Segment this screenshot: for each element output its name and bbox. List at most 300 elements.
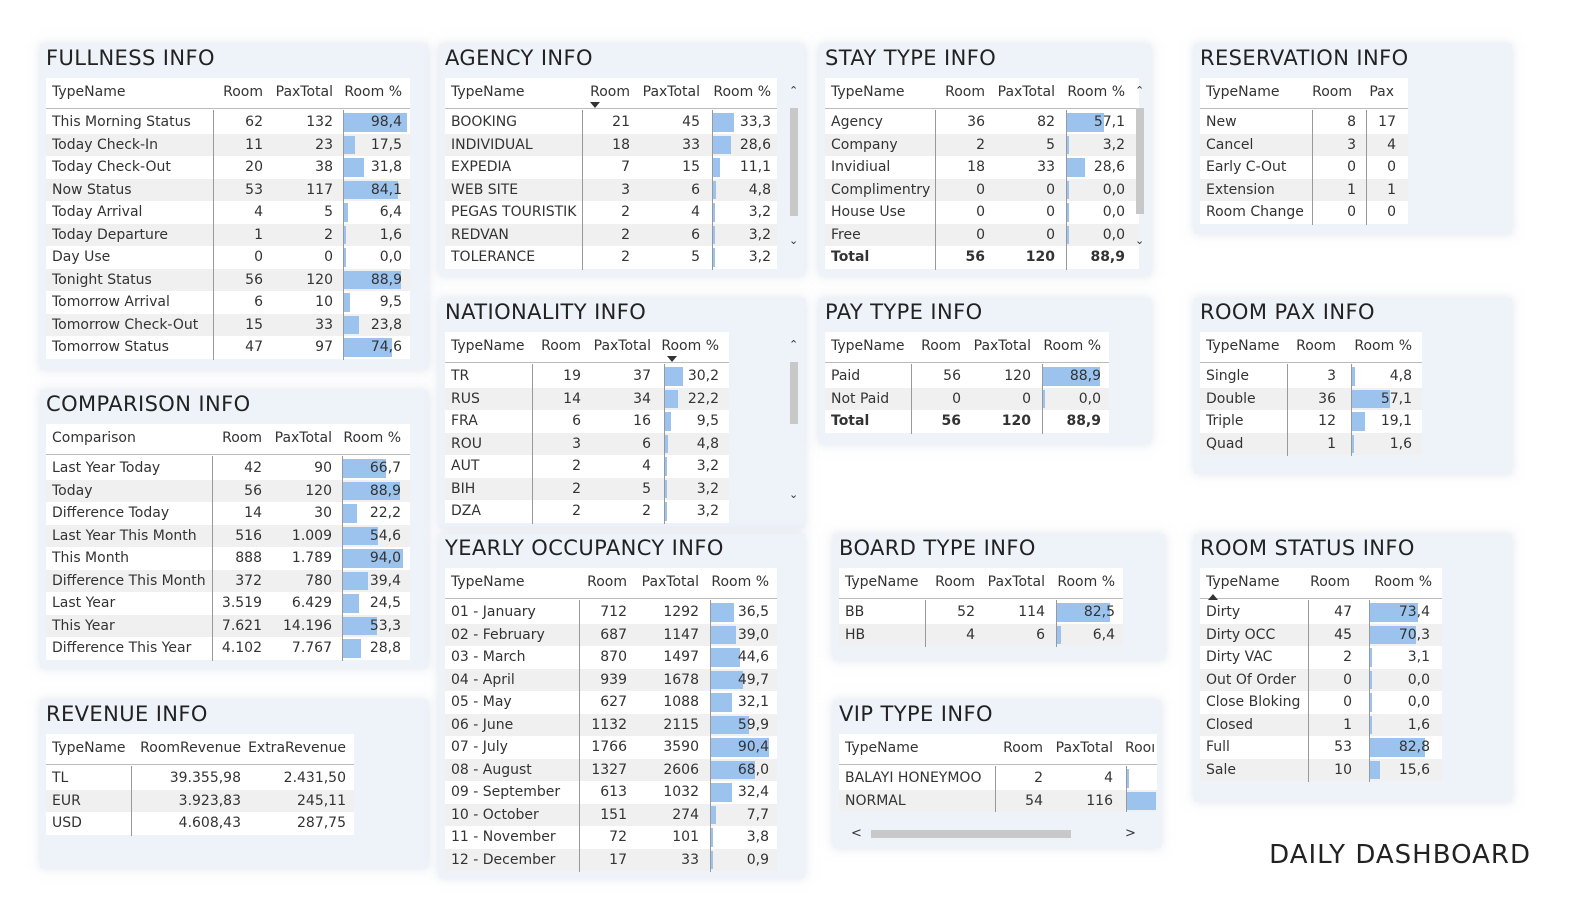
cell-room: 372 [235, 572, 262, 589]
column-divider [1351, 364, 1352, 456]
table-row[interactable] [445, 736, 777, 759]
table-row[interactable] [46, 134, 410, 157]
agency-scrollbar-thumb[interactable] [790, 108, 798, 216]
comparison-col-header[interactable]: Comparison [52, 430, 136, 446]
percent-bar [711, 783, 732, 802]
percent-value: 3,1 [1407, 649, 1430, 665]
column-divider [582, 110, 583, 270]
table-row[interactable] [46, 336, 410, 359]
table-row[interactable] [1200, 759, 1442, 782]
table-row[interactable] [46, 201, 410, 224]
fullness-col-header[interactable]: Room % [344, 84, 402, 100]
cell-name: Total [831, 413, 870, 429]
cell-pax: 5 [642, 480, 651, 497]
agency-scroll-up-icon[interactable]: ⌃ [789, 84, 799, 97]
nationality-scroll-up-icon[interactable]: ⌃ [789, 338, 799, 351]
comparison-col-header[interactable]: Room [222, 430, 262, 446]
roompax-col-header[interactable]: TypeName [1206, 338, 1280, 354]
table-row[interactable] [46, 224, 410, 247]
cell-pax: 97 [315, 339, 333, 355]
column-divider [342, 456, 343, 661]
cell-name: 11 - November [451, 829, 556, 845]
percent-bar [1043, 390, 1045, 409]
viptype-col-header[interactable]: Rooı [1125, 740, 1156, 756]
paytype-header-row [825, 332, 1109, 363]
cell-name: Difference Today [52, 505, 170, 521]
staytype-col-header[interactable]: PaxTotal [997, 84, 1055, 100]
table-row[interactable] [825, 179, 1139, 202]
percent-bar [344, 203, 348, 222]
percent-bar [1370, 761, 1380, 780]
fullness-table [46, 78, 410, 359]
table-row[interactable] [46, 525, 410, 548]
cell-name: Full [1206, 739, 1230, 755]
table-row[interactable] [825, 224, 1139, 247]
cell-room: 18 [612, 136, 630, 153]
cell-name: Tomorrow Check-Out [52, 316, 199, 333]
staytype-col-header[interactable]: Room % [1067, 84, 1125, 100]
table-row[interactable] [1200, 433, 1422, 456]
percent-value: 0,0 [1102, 204, 1125, 220]
table-row[interactable] [445, 156, 777, 179]
agency-scroll-down-icon[interactable]: ⌄ [789, 234, 799, 247]
agency-col-header[interactable]: TypeName [451, 84, 525, 100]
cell-pax: 4 [1104, 770, 1113, 786]
agency-col-header[interactable]: Room [590, 84, 630, 100]
cell-pax: 15 [682, 159, 700, 175]
table-row[interactable] [445, 388, 729, 411]
cell-room-percent [711, 714, 775, 737]
boardtype-col-header[interactable]: TypeName [845, 574, 919, 590]
table-row[interactable] [445, 111, 777, 134]
viptype-col-header[interactable]: Room [1003, 740, 1043, 756]
cell-room: 0 [952, 390, 961, 407]
staytype-col-header[interactable]: TypeName [831, 84, 905, 100]
cell-room: 2 [621, 249, 630, 265]
table-row[interactable] [46, 547, 410, 570]
cell-pax: 90 [314, 460, 332, 476]
table-row[interactable] [445, 781, 777, 804]
staytype-scroll-up-icon[interactable]: ⌃ [1135, 84, 1145, 97]
cell-room: 0 [1343, 671, 1352, 688]
table-row[interactable] [1200, 714, 1442, 737]
table-row[interactable] [445, 134, 777, 157]
column-divider [1042, 364, 1043, 434]
cell-room: 20 [245, 159, 263, 175]
fullness-col-header[interactable]: Room [223, 84, 263, 100]
board-type-title: BOARD TYPE INFO [839, 536, 1036, 560]
table-row[interactable] [445, 624, 777, 647]
nationality-col-header[interactable]: Room % [661, 338, 719, 354]
table-row[interactable] [46, 111, 410, 134]
table-row[interactable] [445, 433, 729, 456]
cell-name: This Year [52, 617, 115, 634]
nationality-scrollbar-thumb[interactable] [790, 362, 798, 424]
cell-room: 888 [235, 550, 262, 566]
table-row[interactable] [445, 759, 777, 782]
cell-pax: 120 [1025, 249, 1055, 265]
reservation-col-header[interactable]: TypeName [1206, 84, 1280, 100]
table-row[interactable] [1200, 201, 1408, 224]
table-row[interactable] [445, 691, 777, 714]
cell-room: 47 [1334, 604, 1352, 620]
staytype-scrollbar-thumb[interactable] [1136, 108, 1144, 214]
staytype-col-header[interactable]: Room [945, 84, 985, 100]
comparison-col-header[interactable]: Room % [343, 430, 401, 446]
percent-value: 68,0 [737, 761, 769, 778]
nationality-col-header[interactable]: Room [541, 338, 581, 354]
agency-col-header[interactable]: Room % [713, 84, 771, 100]
comparison-col-header[interactable]: PaxTotal [274, 430, 332, 446]
table-row[interactable] [46, 502, 410, 525]
viptype-col-header[interactable]: TypeName [845, 740, 919, 756]
table-row[interactable] [46, 637, 410, 660]
percent-bar [1370, 693, 1372, 712]
revenue-col-header[interactable]: RoomRevenue [140, 740, 241, 756]
cell-room: 0 [976, 181, 985, 198]
cell-room: 14 [563, 390, 581, 407]
table-row[interactable] [825, 111, 1139, 134]
cell-pax: 34 [633, 390, 651, 407]
table-row[interactable] [1200, 388, 1422, 411]
vip-horizontal-scrollbar-thumb[interactable] [871, 830, 1071, 838]
cell-room: 1766 [591, 739, 627, 755]
vip-type-table [839, 734, 1157, 812]
cell-room: 687 [600, 626, 627, 643]
column-divider [1287, 364, 1288, 456]
table-row[interactable] [825, 365, 1109, 388]
table-row[interactable] [46, 156, 410, 179]
table-row[interactable] [445, 365, 729, 388]
paytype-col-header[interactable]: PaxTotal [973, 338, 1031, 354]
agency-col-header[interactable]: PaxTotal [642, 84, 700, 100]
cell-room: 151 [600, 806, 627, 823]
column-divider [1056, 600, 1057, 647]
cell-name: 01 - January [451, 604, 536, 620]
percent-value: 84,1 [370, 181, 402, 198]
cell-pax: 0 [1022, 390, 1031, 407]
nationality-scroll-down-icon[interactable]: ⌄ [789, 488, 799, 501]
cell-room-percent [711, 849, 775, 872]
table-row[interactable] [46, 570, 410, 593]
table-row[interactable] [1200, 736, 1442, 759]
cell-room: 21 [612, 114, 630, 130]
column-divider [911, 364, 912, 434]
cell-room-percent [1057, 601, 1121, 624]
percent-value: 3,2 [748, 249, 771, 265]
cell-pax: 1.789 [291, 550, 332, 566]
revenue-col-header[interactable]: ExtraRevenue [248, 740, 346, 756]
cell-room-percent [711, 691, 775, 714]
table-row[interactable] [1200, 646, 1442, 669]
staytype-total-row[interactable] [825, 246, 1139, 269]
viptype-header-row [839, 734, 1157, 765]
table-row[interactable] [445, 224, 777, 247]
cell-name: Paid [831, 368, 861, 384]
cell-room: 2 [621, 204, 630, 220]
stay-type-title: STAY TYPE INFO [825, 46, 997, 70]
reservation-col-header[interactable]: Pax [1369, 84, 1394, 100]
comparison-info-title: COMPARISON INFO [46, 392, 251, 416]
nationality-info-title: NATIONALITY INFO [445, 300, 647, 324]
percent-value: 44,6 [737, 649, 769, 665]
table-row[interactable] [46, 480, 410, 503]
agency-info-title: AGENCY INFO [445, 46, 593, 70]
table-row[interactable] [1200, 179, 1408, 202]
roomstatus-col-header[interactable]: Room [1310, 574, 1350, 590]
table-row[interactable] [46, 812, 354, 835]
cell-room-percent [711, 646, 775, 669]
percent-bar [711, 851, 713, 870]
percent-value: 0,0 [1407, 671, 1430, 688]
percent-value: 15,6 [1398, 761, 1430, 778]
cell-room: 56 [965, 249, 985, 265]
table-row[interactable] [46, 179, 410, 202]
table-row[interactable] [46, 615, 410, 638]
table-row[interactable] [839, 790, 1157, 813]
yearly-col-header[interactable]: Room % [711, 574, 769, 590]
column-divider [710, 600, 711, 872]
boardtype-col-header[interactable]: Room % [1057, 574, 1115, 590]
viptype-col-header[interactable]: PaxTotal [1055, 740, 1113, 756]
nationality-header-row [445, 332, 729, 363]
cell-room: 7.621 [221, 617, 262, 634]
percent-value: 0,0 [1407, 694, 1430, 710]
yearly-col-header[interactable]: Room [587, 574, 627, 590]
table-row[interactable] [46, 269, 410, 292]
table-row[interactable] [1200, 111, 1408, 134]
table-row[interactable] [46, 291, 410, 314]
table-row[interactable] [46, 767, 354, 790]
cell-room-percent [665, 478, 725, 501]
cell-room-percent [713, 201, 777, 224]
table-row[interactable] [825, 201, 1139, 224]
table-row[interactable] [1200, 134, 1408, 157]
sort-arrow-icon[interactable] [667, 356, 677, 362]
roomstatus-col-header[interactable]: TypeName [1206, 574, 1280, 590]
cell-room: 3.923,83 [178, 792, 241, 809]
table-row[interactable] [445, 179, 777, 202]
table-row[interactable] [445, 669, 777, 692]
percent-bar [665, 367, 683, 386]
yearly-col-header[interactable]: PaxTotal [641, 574, 699, 590]
table-row[interactable] [46, 592, 410, 615]
table-row[interactable] [445, 455, 729, 478]
percent-bar [711, 806, 716, 825]
cell-room: 10 [1334, 761, 1352, 778]
cell-room-percent [343, 637, 407, 660]
cell-room-percent [711, 624, 775, 647]
cell-name: BIH [451, 480, 476, 497]
cell-pax: 6 [1036, 626, 1045, 643]
reservation-panel [1194, 44, 1512, 234]
table-row[interactable] [445, 410, 729, 433]
cell-pax: 0 [1046, 226, 1055, 243]
cell-room-percent [344, 111, 408, 134]
cell-name: Company [831, 136, 898, 153]
cell-name: Quad [1206, 435, 1244, 452]
cell-room-percent [1370, 736, 1436, 759]
percent-bar [665, 480, 667, 499]
table-row[interactable] [445, 646, 777, 669]
cell-pax: 0 [1387, 204, 1396, 220]
cell-room-percent [1067, 134, 1131, 157]
cell-room-percent [713, 134, 777, 157]
roompax-col-header[interactable]: Room [1296, 338, 1336, 354]
cell-pax: 30 [314, 505, 332, 521]
boardtype-col-header[interactable]: Room [935, 574, 975, 590]
column-divider [712, 110, 713, 270]
pay-type-title: PAY TYPE INFO [825, 300, 983, 324]
table-row[interactable] [445, 714, 777, 737]
table-row[interactable] [445, 201, 777, 224]
cell-pax: 3590 [663, 739, 699, 755]
cell-room: 0 [1343, 694, 1352, 710]
cell-name: Complimentry [831, 181, 931, 198]
cell-room-percent [713, 224, 777, 247]
paytype-total-row[interactable] [825, 410, 1109, 433]
cell-room-percent [1127, 767, 1157, 790]
boardtype-col-header[interactable]: PaxTotal [987, 574, 1045, 590]
sort-arrow-icon[interactable] [590, 102, 600, 108]
percent-value: 73,4 [1398, 604, 1430, 620]
percent-bar [665, 457, 667, 476]
boardtype-table-body [839, 599, 1123, 646]
cell-pax: 82 [1037, 114, 1055, 130]
percent-value: 30,2 [687, 368, 719, 384]
nationality-col-header[interactable]: PaxTotal [593, 338, 651, 354]
cell-room-percent [343, 502, 407, 525]
yearly-occupancy-title: YEARLY OCCUPANCY INFO [445, 536, 724, 560]
table-row[interactable] [46, 790, 354, 813]
cell-name: Closed [1206, 716, 1254, 733]
table-row[interactable] [445, 478, 729, 501]
vip-scroll-left-icon[interactable]: < [851, 826, 862, 841]
cell-pax: 5 [691, 249, 700, 265]
comparison-table [46, 424, 410, 660]
cell-room-percent [344, 156, 408, 179]
cell-room: 4.608,43 [178, 815, 241, 831]
paytype-col-header[interactable]: Room % [1043, 338, 1101, 354]
cell-name: New [1206, 114, 1237, 130]
table-row[interactable] [839, 624, 1123, 647]
revenue-header-row [46, 734, 354, 765]
cell-room-percent [1370, 691, 1436, 714]
cell-room-percent [1067, 156, 1131, 179]
percent-bar [344, 316, 359, 335]
percent-value: 0,0 [1102, 226, 1125, 243]
table-row[interactable] [445, 826, 777, 849]
table-row[interactable] [445, 601, 777, 624]
table-row[interactable] [1200, 410, 1422, 433]
cell-room-percent [665, 500, 725, 523]
cell-room-percent [344, 134, 408, 157]
stay-type-panel [819, 44, 1151, 276]
table-row[interactable] [46, 457, 410, 480]
roomstatus-col-header[interactable]: Room % [1374, 574, 1432, 590]
percent-value: 70,3 [1398, 626, 1430, 643]
cell-pax: 4 [1387, 136, 1396, 153]
table-row[interactable] [839, 767, 1157, 790]
fullness-col-header[interactable]: PaxTotal [275, 84, 333, 100]
cell-name: Dirty [1206, 604, 1241, 620]
cell-name: EXPEDIA [451, 159, 512, 175]
cell-name: Today Check-Out [52, 159, 171, 175]
cell-extra: 245,11 [297, 792, 346, 809]
table-row[interactable] [1200, 156, 1408, 179]
cell-room-percent [1370, 624, 1436, 647]
table-row[interactable] [825, 388, 1109, 411]
cell-room-percent [343, 525, 407, 548]
percent-value: 94,0 [369, 550, 401, 566]
cell-name: 09 - September [451, 784, 561, 800]
table-row[interactable] [46, 246, 410, 269]
percent-bar [1127, 769, 1129, 788]
cell-room: 613 [600, 784, 627, 800]
cell-pax: 6 [691, 181, 700, 198]
percent-value: 17,5 [370, 136, 402, 153]
table-row[interactable] [825, 134, 1139, 157]
table-row[interactable] [445, 500, 729, 523]
percent-value: 3,2 [696, 503, 719, 519]
paytype-col-header[interactable]: TypeName [831, 338, 905, 354]
cell-room-percent [343, 480, 407, 503]
table-row[interactable] [445, 804, 777, 827]
column-divider [343, 110, 344, 360]
table-row[interactable] [1200, 669, 1442, 692]
cell-room-percent [344, 336, 408, 359]
cell-name: HB [845, 626, 866, 643]
cell-name: Single [1206, 368, 1250, 384]
vip-scroll-right-icon[interactable]: > [1125, 826, 1136, 841]
table-row[interactable] [46, 314, 410, 337]
nationality-col-header[interactable]: TypeName [451, 338, 525, 354]
cell-pax: 4 [691, 204, 700, 220]
percent-value: 32,1 [737, 694, 769, 710]
table-row[interactable] [1200, 601, 1442, 624]
revenue-col-header[interactable]: TypeName [52, 740, 126, 756]
roompax-col-header[interactable]: Room % [1354, 338, 1412, 354]
percent-value: 3,2 [696, 458, 719, 474]
paytype-col-header[interactable]: Room [921, 338, 961, 354]
cell-room-percent [1370, 669, 1436, 692]
table-row[interactable] [1200, 691, 1442, 714]
table-row[interactable] [825, 156, 1139, 179]
percent-bar [1067, 158, 1085, 177]
cell-extra: 2.431,50 [283, 770, 346, 786]
reservation-col-header[interactable]: Room [1312, 84, 1352, 100]
table-row[interactable] [839, 601, 1123, 624]
cell-pax: 45 [682, 114, 700, 130]
table-row[interactable] [1200, 365, 1422, 388]
fullness-col-header[interactable]: TypeName [52, 84, 126, 100]
cell-room: 56 [244, 482, 262, 499]
cell-pax: 14.196 [283, 617, 332, 634]
table-row[interactable] [1200, 624, 1442, 647]
room-pax-title: ROOM PAX INFO [1200, 300, 1375, 324]
cell-room: 1327 [591, 761, 627, 778]
roompax-header-row [1200, 332, 1422, 363]
percent-value: 22,2 [369, 505, 401, 521]
staytype-scroll-down-icon[interactable]: ⌄ [1135, 234, 1145, 247]
column-divider [532, 364, 533, 524]
table-row[interactable] [445, 246, 777, 269]
percent-value: 88,9 [1090, 249, 1125, 265]
percent-bar [343, 594, 359, 613]
vip-type-panel [833, 700, 1161, 848]
table-row[interactable] [445, 849, 777, 872]
yearly-col-header[interactable]: TypeName [451, 574, 525, 590]
